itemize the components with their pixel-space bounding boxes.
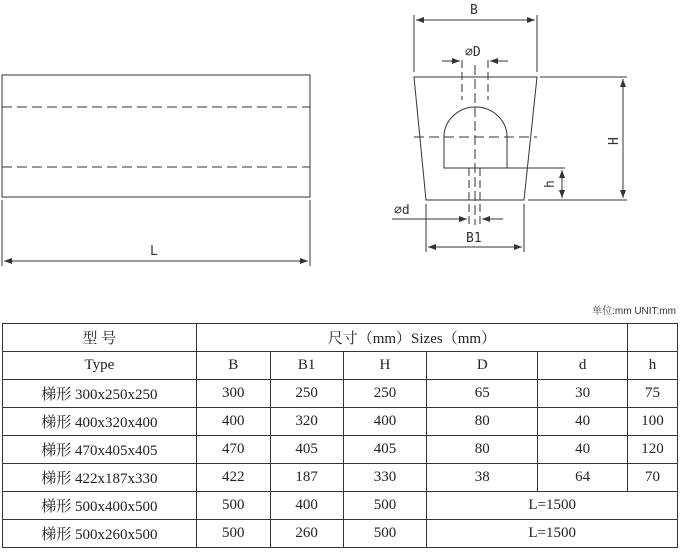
table-cell: 38 (427, 464, 538, 492)
table-cell: 400 (270, 492, 343, 520)
table-cell: 470 (196, 436, 270, 464)
type-en-header: Type (3, 352, 197, 380)
table-cell: 梯形 300x250x250 (3, 380, 197, 408)
table-cell: 405 (343, 436, 427, 464)
dim-L-label: L (150, 244, 158, 259)
table-cell: 100 (628, 408, 678, 436)
dim-D-label: ⌀D (465, 45, 481, 60)
table-cell: 65 (427, 380, 538, 408)
table-cell: 500 (343, 492, 427, 520)
col-B1: B1 (270, 352, 343, 380)
dim-B-label: B (470, 3, 478, 18)
dim-d-label: ⌀d (394, 203, 410, 218)
table-cell: 500 (343, 520, 427, 548)
header-row-1 (3, 324, 678, 352)
table-cell: 400 (343, 408, 427, 436)
col-H: H (343, 352, 427, 380)
table-cell: 64 (538, 464, 628, 492)
table-cell: 梯形 470x405x405 (3, 436, 197, 464)
table-cell: L=1500 (427, 492, 678, 520)
table-cell: 300 (196, 380, 270, 408)
dim-B1-label: B1 (466, 231, 482, 246)
table-cell: 400 (196, 408, 270, 436)
unit-note: 单位:mm UNIT:mm (592, 306, 676, 317)
table-cell: 30 (538, 380, 628, 408)
table-cell: 80 (427, 436, 538, 464)
end-view (392, 3, 627, 252)
col-B: B (196, 352, 270, 380)
col-h: h (628, 352, 678, 380)
table-cell: 70 (628, 464, 678, 492)
table-row (3, 520, 678, 548)
table-cell: 120 (628, 436, 678, 464)
col-d: d (538, 352, 628, 380)
table-cell: 500 (196, 520, 270, 548)
header-row-2 (3, 352, 678, 380)
col-D: D (427, 352, 538, 380)
table-row (3, 492, 678, 520)
dim-H-label: H (607, 137, 622, 145)
dim-h-label: h (543, 180, 558, 188)
spec-table (2, 323, 678, 548)
table-row (3, 436, 678, 464)
table-cell: 梯形 422x187x330 (3, 464, 197, 492)
table-row (3, 464, 678, 492)
table-cell: 405 (270, 436, 343, 464)
table-cell: 80 (427, 408, 538, 436)
sizes-header: 尺寸（mm）Sizes（mm） (196, 324, 627, 352)
table-cell: L=1500 (427, 520, 678, 548)
empty-header (628, 324, 678, 352)
table-cell: 梯形 500x400x500 (3, 492, 197, 520)
table-cell: 250 (270, 380, 343, 408)
table-cell: 40 (538, 436, 628, 464)
table-cell: 40 (538, 408, 628, 436)
table-cell: 330 (343, 464, 427, 492)
table-row (3, 408, 678, 436)
type-cn-header: 型 号 (3, 324, 197, 352)
table-cell: 422 (196, 464, 270, 492)
table-cell: 250 (343, 380, 427, 408)
table-cell: 梯形 400x320x400 (3, 408, 197, 436)
table-cell: 梯形 500x260x500 (3, 520, 197, 548)
table-cell: 260 (270, 520, 343, 548)
side-view (2, 75, 310, 266)
table-cell: 187 (270, 464, 343, 492)
table-cell: 500 (196, 492, 270, 520)
table-cell: 75 (628, 380, 678, 408)
table-cell: 320 (270, 408, 343, 436)
table-row (3, 380, 678, 408)
